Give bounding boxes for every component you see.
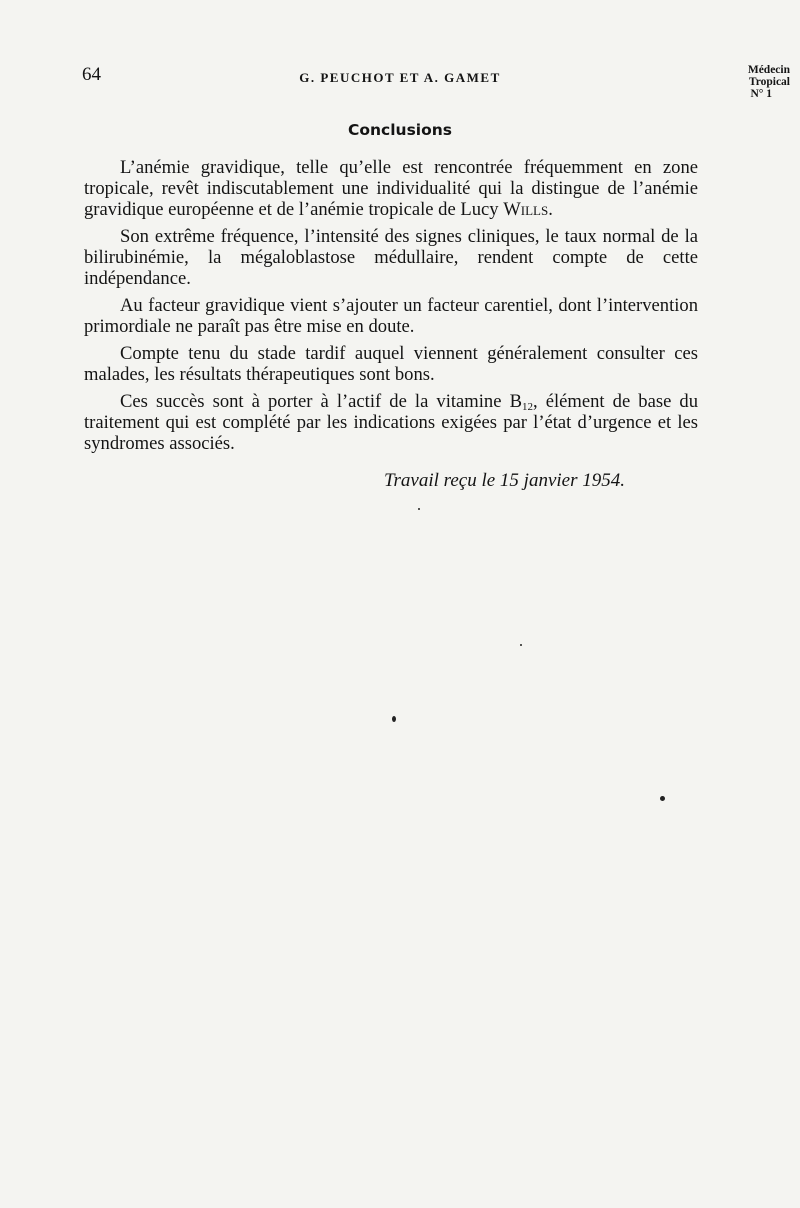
paragraph-1-text: L’anémie gravidique, telle qu’elle est rencontrée fréquemment en zone tropicale, revêt indiscutablement une individualité qui la distingue de l’anémie gravidique européenne et de l’anémie tropicale de Lucy — [84, 157, 698, 220]
journal-name: Médecin — [747, 64, 790, 76]
paragraph-2: Son extrême fréquence, l’intensité des signes cliniques, le taux normal de la bilirubinémie, la mégaloblastose médullaire, rendent compte de cette indépendance. — [84, 226, 698, 289]
dust-speck — [660, 796, 665, 801]
dust-speck — [418, 508, 420, 510]
section-title: Conclusions — [347, 121, 453, 139]
paragraph-3: Au facteur gravidique vient s’ajouter un facteur carentiel, dont l’intervention primordiale ne paraît pas être mise en doute. — [84, 295, 698, 337]
dust-speck — [520, 644, 522, 646]
paragraph-5-end: , élément de base du traitement qui est complété par les indications exigées par l’état d’urgence et les syndromes associés. — [84, 391, 698, 454]
paragraph-1 — [84, 157, 698, 220]
paragraph-1-end: . — [548, 199, 553, 220]
vitamin-subscript: 12 — [521, 401, 533, 413]
running-head: G. PEUCHOT ET A. GAMET — [299, 70, 501, 85]
paragraph-4: Compte tenu du stade tardif auquel viennent généralement consulter ces malades, les résultats thérapeutiques sont bons. — [84, 343, 698, 385]
paragraph-5 — [84, 391, 698, 454]
page-number: 64 — [82, 64, 101, 85]
journal-name-2: Tropical — [748, 76, 790, 88]
journal-tag — [710, 64, 790, 100]
journal-issue: N° 1 — [750, 88, 772, 100]
paragraph-5-text: Ces succès sont à porter à l’actif de la vitamine B — [120, 391, 522, 412]
body-text — [84, 157, 698, 460]
received-note: Travail reçu le 15 janvier 1954. — [384, 470, 625, 491]
author-name: Wills — [503, 199, 549, 220]
dust-speck — [392, 716, 396, 722]
